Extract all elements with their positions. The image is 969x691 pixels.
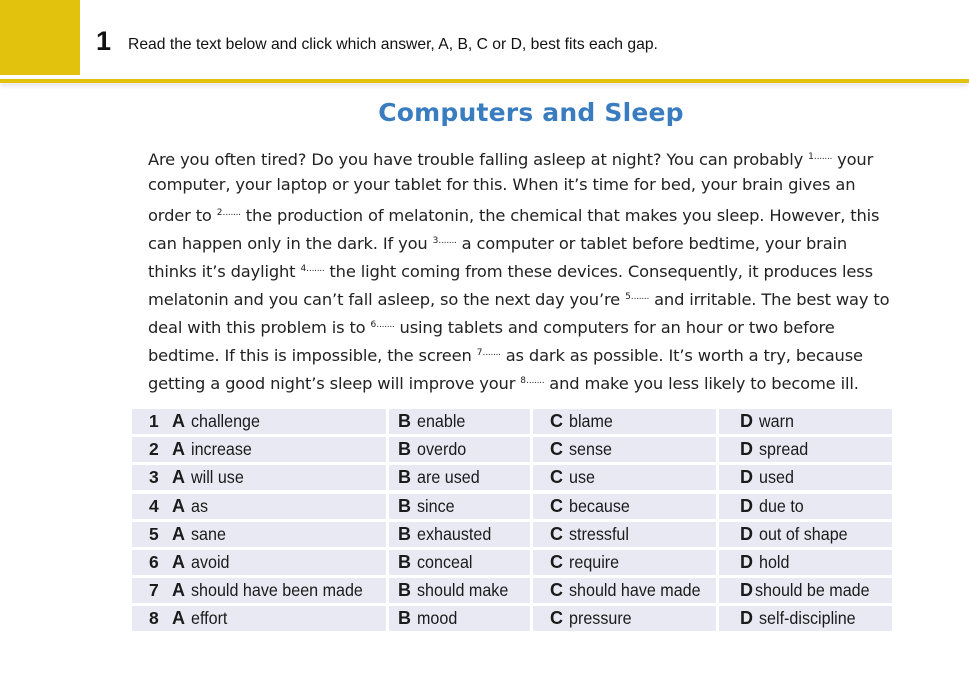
option-3-b[interactable]	[389, 465, 530, 490]
gap-dots: ......	[816, 152, 833, 162]
task-number: 1	[96, 26, 112, 56]
gap-number: 1.	[808, 152, 817, 162]
question-row	[132, 550, 892, 575]
option-text: overdo	[417, 439, 467, 460]
option-letter: A	[172, 411, 185, 431]
option-text: since	[417, 495, 455, 516]
option-text: are used	[417, 467, 480, 488]
question-number: 8	[149, 608, 159, 629]
question-number: 5	[149, 523, 159, 544]
gap-number: 7.	[476, 348, 486, 358]
option-letter: A	[172, 439, 185, 460]
gap-number: 2.	[216, 208, 226, 218]
question-row	[132, 409, 892, 434]
gap-marker	[625, 292, 649, 302]
gap-dots: ......	[309, 264, 325, 274]
option-letter: D	[740, 523, 753, 544]
option-text: spread	[759, 439, 809, 460]
passage-line	[148, 255, 918, 283]
option-letter: D	[740, 608, 753, 629]
option-text: avoid	[191, 551, 230, 572]
option-2-d[interactable]	[719, 437, 892, 462]
option-text: used	[759, 467, 794, 488]
question-row	[132, 522, 892, 547]
option-2-a[interactable]	[132, 437, 386, 462]
option-5-c[interactable]	[533, 522, 716, 547]
passage-title: Computers and Sleep	[378, 98, 684, 127]
option-5-a[interactable]	[132, 522, 386, 547]
option-8-b[interactable]	[389, 606, 530, 631]
option-8-a[interactable]	[132, 606, 386, 631]
option-6-c[interactable]	[533, 550, 716, 575]
option-letter: A	[172, 467, 185, 488]
option-text: hold	[759, 551, 790, 572]
gap-number: 8.	[520, 376, 529, 386]
passage-line	[148, 339, 918, 367]
passage-segment: and irritable. The best way to	[649, 290, 890, 309]
option-letter: D	[740, 439, 753, 460]
option-6-d[interactable]	[719, 550, 892, 575]
option-letter: C	[550, 439, 563, 460]
option-6-b[interactable]	[389, 550, 530, 575]
option-text: mood	[417, 608, 458, 629]
gap-dots: ......	[633, 292, 650, 302]
gap-marker	[300, 264, 324, 274]
question-number: 7	[149, 580, 159, 601]
gap-number: 6.	[370, 320, 380, 330]
passage-segment: order to	[148, 206, 217, 225]
gap-marker	[808, 152, 832, 162]
option-text: sense	[569, 439, 612, 460]
gap-marker	[433, 236, 457, 246]
option-3-a[interactable]	[132, 465, 386, 490]
option-4-c[interactable]	[533, 494, 716, 519]
passage-segment: melatonin and you can’t fall asleep, so the next day you’re	[148, 290, 626, 309]
passage-segment: and make you less likely to become ill.	[544, 374, 859, 393]
option-letter: A	[172, 551, 185, 572]
option-text: as	[191, 495, 209, 516]
option-text: out of shape	[759, 523, 848, 544]
gap-dots: ......	[485, 348, 501, 358]
option-text: self-discipline	[759, 608, 856, 629]
passage-segment: the light coming from these devices. Consequently, it produces less	[324, 262, 873, 281]
passage-segment: getting a good night’s sleep will improve your	[148, 374, 521, 393]
option-text: blame	[569, 411, 613, 431]
option-letter: A	[172, 580, 185, 601]
passage-line	[148, 171, 918, 199]
option-text: pressure	[569, 608, 632, 629]
passage-segment: a computer or tablet before bedtime, your brain	[456, 234, 848, 253]
option-text: challenge	[191, 411, 260, 431]
option-text: require	[569, 551, 620, 572]
gap-dots: ......	[528, 376, 545, 386]
option-letter: B	[398, 439, 411, 460]
passage-line	[148, 367, 918, 395]
passage-segment: bedtime. If this is impossible, the screen	[148, 346, 477, 365]
gap-marker	[371, 320, 395, 330]
option-8-d[interactable]	[719, 606, 892, 631]
option-text: should have been made	[191, 580, 363, 601]
passage-segment: deal with this problem is to	[148, 318, 371, 337]
instruction-text: Read the text below and click which answer, A, B, C or D, best fits each gap.	[128, 36, 658, 53]
option-letter: C	[550, 551, 563, 572]
option-3-d[interactable]	[719, 465, 892, 490]
option-letter: B	[398, 411, 411, 431]
passage-segment: Are you often tired? Do you have trouble falling asleep at night? You can probably	[148, 150, 809, 169]
question-number: 6	[149, 551, 159, 572]
gap-marker	[520, 376, 544, 386]
option-letter: D	[740, 467, 753, 488]
gap-number: 4.	[300, 264, 310, 274]
option-letter: C	[550, 467, 563, 488]
passage-line	[148, 227, 918, 255]
option-text: should have made	[569, 580, 701, 601]
option-text: due to	[759, 495, 804, 516]
passage-segment: computer, your laptop or your tablet for this. When it’s time for bed, your brain gives an	[148, 175, 856, 194]
option-text: because	[569, 495, 630, 516]
gap-number: 3.	[432, 236, 442, 246]
option-letter: B	[398, 551, 411, 572]
question-row	[132, 578, 892, 603]
option-letter: A	[172, 523, 185, 544]
passage-line	[148, 311, 918, 339]
gap-marker	[477, 348, 501, 358]
passage-segment: as dark as possible. It’s worth a try, because	[500, 346, 863, 365]
option-letter: B	[398, 608, 411, 629]
passage-line	[148, 283, 918, 311]
option-letter: D	[740, 411, 753, 431]
option-1-a[interactable]	[132, 409, 386, 434]
option-text: enable	[417, 411, 466, 431]
gap-dots: ......	[225, 208, 241, 218]
header-divider	[0, 79, 969, 83]
question-number: 2	[149, 439, 159, 460]
option-4-d[interactable]	[719, 494, 892, 519]
option-text: effort	[191, 608, 228, 629]
question-number: 3	[149, 467, 159, 488]
gap-marker	[217, 208, 241, 218]
option-letter: B	[398, 467, 411, 488]
passage-line	[148, 143, 918, 171]
option-5-b[interactable]	[389, 522, 530, 547]
question-number: 1	[149, 411, 159, 431]
option-1-c[interactable]	[533, 409, 716, 434]
option-text: will use	[191, 467, 244, 488]
question-row	[132, 606, 892, 631]
option-letter: D	[740, 495, 753, 516]
option-text: exhausted	[417, 523, 492, 544]
option-1-b[interactable]	[389, 409, 530, 434]
option-text: should make	[417, 580, 509, 601]
passage-segment: can happen only in the dark. If you	[148, 234, 433, 253]
option-7-a[interactable]	[132, 578, 386, 603]
question-row	[132, 494, 892, 519]
passage-line	[148, 199, 918, 227]
option-4-a[interactable]	[132, 494, 386, 519]
question-number: 4	[149, 495, 159, 516]
option-1-d[interactable]	[719, 409, 892, 434]
option-4-b[interactable]	[389, 494, 530, 519]
passage-segment: thinks it’s daylight	[148, 262, 301, 281]
option-text: sane	[191, 523, 226, 544]
question-row	[132, 437, 892, 462]
gap-number: 5.	[625, 292, 634, 302]
passage-text	[148, 143, 918, 395]
option-3-c[interactable]	[533, 465, 716, 490]
question-row	[132, 465, 892, 490]
option-text: warn	[759, 411, 794, 431]
option-6-a[interactable]	[132, 550, 386, 575]
header-accent-block	[0, 0, 80, 75]
option-text: should be made	[755, 580, 870, 601]
answer-options-table	[132, 409, 892, 635]
option-letter: C	[550, 523, 563, 544]
option-letter: C	[550, 495, 563, 516]
gap-dots: ......	[379, 320, 395, 330]
option-letter: B	[398, 580, 411, 601]
option-letter: D	[740, 580, 753, 601]
option-text: stressful	[569, 523, 629, 544]
option-letter: C	[550, 411, 563, 431]
option-2-b[interactable]	[389, 437, 530, 462]
option-text: conceal	[417, 551, 473, 572]
option-letter: C	[550, 580, 563, 601]
option-text: increase	[191, 439, 252, 460]
option-7-b[interactable]	[389, 578, 530, 603]
option-letter: D	[740, 551, 753, 572]
option-2-c[interactable]	[533, 437, 716, 462]
option-7-c[interactable]	[533, 578, 716, 603]
passage-segment: your	[832, 150, 874, 169]
option-5-d[interactable]	[719, 522, 892, 547]
passage-segment: using tablets and computers for an hour or two before	[394, 318, 835, 337]
option-letter: B	[398, 495, 411, 516]
option-text: use	[569, 467, 595, 488]
option-letter: A	[172, 495, 185, 516]
gap-dots: ......	[441, 236, 457, 246]
option-letter: B	[398, 523, 411, 544]
option-letter: A	[172, 608, 185, 629]
passage-segment: the production of melatonin, the chemical that makes you sleep. However, this	[240, 206, 880, 225]
option-7-d[interactable]	[719, 578, 892, 603]
option-letter: C	[550, 608, 563, 629]
option-8-c[interactable]	[533, 606, 716, 631]
